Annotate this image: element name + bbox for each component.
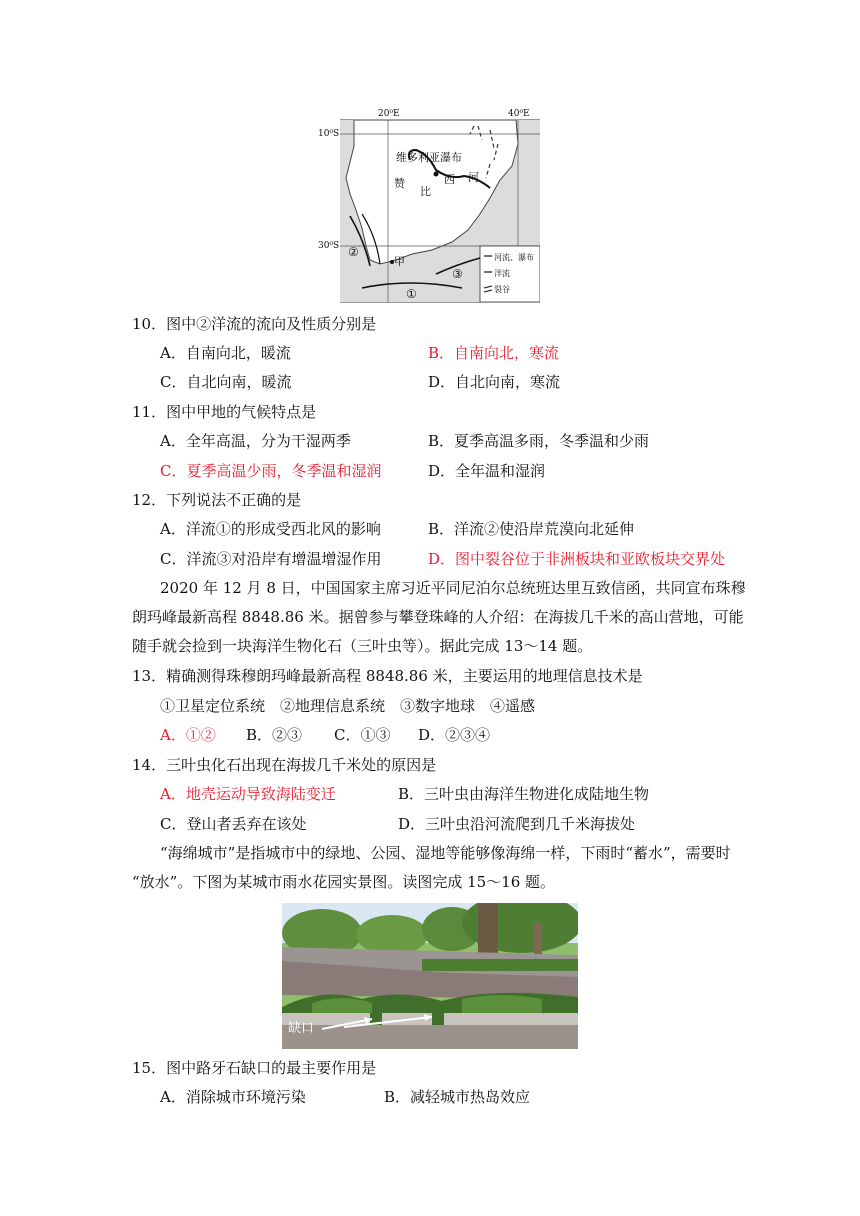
river-label-1: 赞 — [394, 177, 405, 190]
current-3-marker: ③ — [452, 267, 463, 281]
passage1-line-3: 随手就会捡到一块海洋生物化石（三叶虫等）。据此完成 13～14 题。 — [132, 637, 593, 655]
jia-label: 甲 — [394, 255, 405, 268]
passage1-line-1: 2020 年 12 月 8 日，中国国家主席习近平同尼泊尔总统班达里互致信函，共同宣布珠穆 — [160, 579, 746, 597]
southern-africa-map — [318, 104, 540, 304]
passage1-line-2: 朗玛峰最新高程 8848.86 米。据曾参与攀登珠峰的人介绍：在海拔几千米的高山营地，可能 — [132, 608, 744, 626]
q15-option-a: A．消除城市环境污染 — [160, 1088, 306, 1106]
q12-option-b: B．洋流②使沿岸荒漠向北延伸 — [428, 520, 635, 538]
lat-label-10s: 10⁰S — [318, 129, 340, 139]
passage2-line-1: “海绵城市”是指城市中的绿地、公园、湿地等能够像海绵一样，下雨时“蓄水”，需要时 — [160, 844, 731, 862]
q11-option-b: B．夏季高温多雨，冬季温和少雨 — [428, 432, 650, 450]
q11-option-a: A．全年高温，分为干湿两季 — [160, 432, 351, 450]
question-11: 11．图中甲地的气候特点是 — [132, 403, 317, 421]
q11-option-c: C．夏季高温少雨，冬季温和湿润 — [160, 462, 382, 480]
current-1-marker: ① — [406, 287, 417, 301]
rain-garden-photo-svg — [282, 903, 578, 1049]
map-svg — [340, 104, 540, 304]
q10-option-d: D．自北向南，寒流 — [428, 373, 561, 391]
q13-option-d: D．②③④ — [418, 726, 491, 744]
river-label-3: 西 — [444, 173, 455, 186]
q10-option-c: C．自北向南，暖流 — [160, 373, 292, 391]
rain-garden-photo — [282, 903, 578, 1049]
legend-current: 洋流 — [494, 269, 510, 278]
question-12: 12．下列说法不正确的是 — [132, 491, 302, 509]
gap-label: 缺口 — [288, 1021, 315, 1036]
legend-river: 河流、瀑布 — [494, 253, 534, 262]
passage2-line-2: “放水”。下图为某城市雨水花园实景图。读图完成 15～16 题。 — [132, 873, 556, 891]
q13-items: ①卫星定位系统 ②地理信息系统 ③数字地球 ④遥感 — [160, 697, 536, 715]
q14-option-a: A．地壳运动导致海陆变迁 — [160, 785, 336, 803]
question-10: 10．图中②洋流的流向及性质分别是 — [132, 315, 377, 333]
q10-option-b: B．自南向北，寒流 — [428, 344, 560, 362]
q14-option-b: B．三叶虫由海洋生物进化成陆地生物 — [398, 785, 650, 803]
river-label-4: 河 — [468, 171, 479, 184]
question-13: 13．精确测得珠穆朗玛峰最新高程 8848.86 米，主要运用的地理信息技术是 — [132, 667, 643, 685]
current-2-marker: ② — [348, 245, 359, 259]
q11-option-d: D．全年温和湿润 — [428, 462, 546, 480]
lon-label-20e: 20⁰E — [378, 109, 400, 119]
q10-option-a: A．自南向北，暖流 — [160, 344, 291, 362]
q15-option-b: B．减轻城市热岛效应 — [384, 1088, 531, 1106]
q14-option-d: D．三叶虫沿河流爬到几千米海拔处 — [398, 815, 636, 833]
q13-option-a: A．①② — [160, 726, 216, 744]
q12-option-a: A．洋流①的形成受西北风的影响 — [160, 520, 381, 538]
lat-label-30s: 30⁰S — [318, 241, 340, 251]
falls-label: 维多利亚瀑布 — [396, 151, 462, 164]
river-label-2: 比 — [420, 185, 431, 198]
q13-option-c: C．①③ — [334, 726, 391, 744]
q14-option-c: C．登山者丢弃在该处 — [160, 815, 307, 833]
legend-rift: 裂谷 — [494, 285, 510, 294]
question-14: 14．三叶虫化石出现在海拔几千米处的原因是 — [132, 756, 437, 774]
question-15: 15．图中路牙石缺口的最主要作用是 — [132, 1059, 377, 1077]
lon-label-40e: 40⁰E — [508, 109, 530, 119]
q12-option-c: C．洋流③对沿岸有增温增湿作用 — [160, 550, 382, 568]
q13-option-b: B．②③ — [246, 726, 303, 744]
q12-option-d: D．图中裂谷位于非洲板块和亚欧板块交界处 — [428, 550, 726, 568]
